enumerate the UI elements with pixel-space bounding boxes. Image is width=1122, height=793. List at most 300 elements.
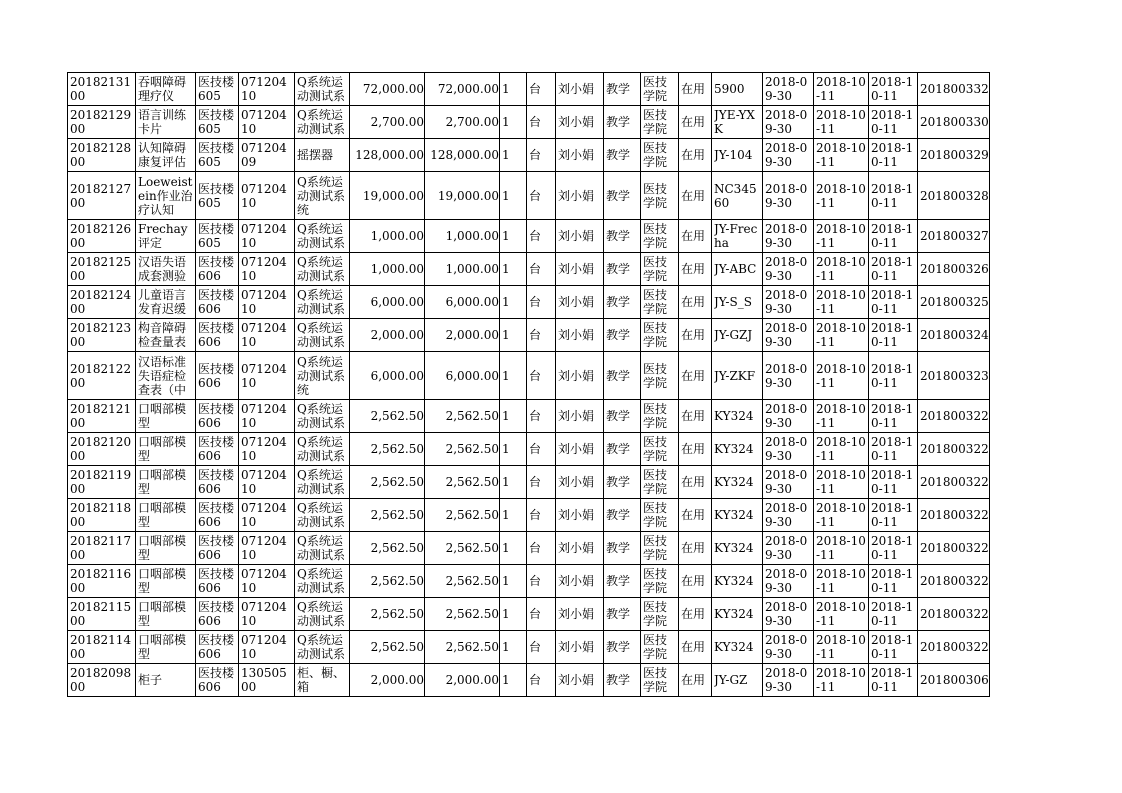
status-cell: [679, 286, 712, 319]
amount-cell-text: 2,562.50: [445, 574, 499, 588]
department-cell: [641, 286, 679, 319]
custodian-cell: [556, 565, 604, 598]
location-cell: [196, 466, 239, 499]
status-cell: [679, 352, 712, 400]
category-code-cell-text: 13050500: [241, 666, 287, 694]
category-code-cell-text: 07120410: [241, 75, 287, 103]
unit-cell-text: 台: [529, 262, 542, 276]
unit-cell: [527, 664, 556, 697]
document-number-cell: [918, 220, 990, 253]
amount-cell-text: 1,000.00: [445, 229, 499, 243]
entry-date-cell: [814, 286, 869, 319]
entry-date-cell: [814, 73, 869, 106]
purchase-date-cell-text: 2018-09-30: [765, 141, 808, 169]
entry-date-cell-text: 2018-10-11: [816, 288, 866, 316]
quantity-cell: [500, 631, 527, 664]
amount-cell-text: 128,000.00: [430, 148, 499, 162]
asset-name-cell-text: Loeweistein作业治疗认知: [138, 174, 193, 217]
model-cell: [712, 400, 763, 433]
quantity-cell-text: 1: [502, 82, 510, 96]
unit-price-cell-text: 6,000.00: [370, 295, 424, 309]
table-row: [68, 139, 990, 172]
asset-name-cell: [136, 253, 196, 286]
department-cell-text: 医技学院: [643, 222, 668, 250]
asset-name-cell-text: 口咽部模型: [138, 534, 187, 562]
location-cell: [196, 664, 239, 697]
asset-register-table: [67, 72, 990, 697]
model-cell-text: JY-GZ: [714, 673, 748, 687]
status-cell-text: 在用: [681, 328, 706, 342]
unit-price-cell: [350, 172, 425, 220]
table-row: [68, 73, 990, 106]
location-cell: [196, 532, 239, 565]
purchase-date-cell-text: 2018-09-30: [765, 600, 808, 628]
asset-name-cell: [136, 352, 196, 400]
entry-date-cell-text: 2018-10-11: [816, 181, 866, 210]
location-cell-text: 医技楼606: [198, 402, 235, 430]
quantity-cell-text: 1: [502, 262, 510, 276]
document-number-cell-text: 201800323: [920, 368, 989, 383]
document-number-cell-text: 201800329: [920, 148, 989, 162]
custodian-cell-text: 刘小娟: [558, 115, 595, 129]
purchase-date-cell: [763, 253, 814, 286]
amount-cell-text: 2,000.00: [445, 328, 499, 342]
table-row: [68, 664, 990, 697]
table-row: [68, 286, 990, 319]
category-cell: [295, 664, 350, 697]
category-cell: [295, 466, 350, 499]
department-cell: [641, 400, 679, 433]
custodian-cell-text: 刘小娟: [558, 409, 595, 423]
document-number-cell: [918, 286, 990, 319]
table-row: [68, 598, 990, 631]
unit-price-cell: [350, 319, 425, 352]
amount-cell-text: 2,562.50: [445, 607, 499, 621]
model-cell: [712, 598, 763, 631]
table-row: [68, 106, 990, 139]
category-code-cell: [239, 253, 295, 286]
unit-price-cell-text: 1,000.00: [370, 229, 424, 243]
record-date-cell-text: 2018-10-11: [871, 321, 914, 349]
record-date-cell: [869, 664, 918, 697]
unit-cell: [527, 319, 556, 352]
status-cell-text: 在用: [681, 82, 706, 96]
record-date-cell: [869, 532, 918, 565]
unit-price-cell: [350, 631, 425, 664]
custodian-cell-text: 刘小娟: [558, 262, 595, 276]
department-cell: [641, 433, 679, 466]
department-cell: [641, 73, 679, 106]
location-cell-text: 医技楼605: [198, 141, 235, 169]
department-cell: [641, 631, 679, 664]
location-cell: [196, 106, 239, 139]
entry-date-cell: [814, 433, 869, 466]
location-cell: [196, 400, 239, 433]
usage-cell-text: 教学: [606, 295, 631, 309]
model-cell-text: JY-104: [714, 148, 753, 162]
unit-cell-text: 台: [529, 640, 542, 654]
location-cell-text: 医技楼606: [198, 361, 235, 390]
category-cell-text: Q系统运动测试系: [297, 75, 346, 103]
category-cell: [295, 286, 350, 319]
usage-cell-text: 教学: [606, 188, 631, 203]
asset-id-cell: [68, 319, 136, 352]
asset-name-cell-text: 构音障碍检查量表: [138, 321, 187, 349]
location-cell: [196, 253, 239, 286]
category-code-cell-text: 07120410: [241, 633, 287, 661]
entry-date-cell-text: 2018-10-11: [816, 435, 866, 463]
asset-id-cell: [68, 598, 136, 631]
custodian-cell-text: 刘小娟: [558, 673, 595, 687]
asset-id-cell: [68, 532, 136, 565]
amount-cell-text: 72,000.00: [437, 82, 499, 96]
custodian-cell-text: 刘小娟: [558, 508, 595, 522]
unit-price-cell-text: 2,562.50: [370, 541, 424, 555]
department-cell-text: 医技学院: [643, 181, 668, 210]
location-cell: [196, 172, 239, 220]
unit-price-cell: [350, 220, 425, 253]
record-date-cell: [869, 286, 918, 319]
purchase-date-cell: [763, 139, 814, 172]
entry-date-cell: [814, 319, 869, 352]
asset-name-cell: [136, 172, 196, 220]
table-row: [68, 532, 990, 565]
purchase-date-cell: [763, 466, 814, 499]
document-number-cell-text: 201800324: [920, 328, 989, 342]
custodian-cell: [556, 433, 604, 466]
unit-cell: [527, 139, 556, 172]
purchase-date-cell-text: 2018-09-30: [765, 361, 808, 390]
document-number-cell-text: 201800322: [920, 475, 989, 489]
model-cell: [712, 220, 763, 253]
category-cell-text: Q系统运动测试系: [297, 255, 346, 283]
category-code-cell: [239, 466, 295, 499]
custodian-cell-text: 刘小娟: [558, 574, 595, 588]
category-code-cell-text: 07120410: [241, 435, 287, 463]
location-cell-text: 医技楼605: [198, 222, 235, 250]
department-cell-text: 医技学院: [643, 666, 668, 694]
record-date-cell-text: 2018-10-11: [871, 435, 914, 463]
record-date-cell: [869, 139, 918, 172]
model-cell-text: JY-S_S: [714, 295, 752, 309]
custodian-cell: [556, 598, 604, 631]
category-code-cell: [239, 286, 295, 319]
asset-id-cell-text: 2018211500: [70, 600, 132, 628]
quantity-cell-text: 1: [502, 442, 510, 456]
document-number-cell: [918, 400, 990, 433]
amount-cell-text: 2,700.00: [445, 115, 499, 129]
table-row: [68, 565, 990, 598]
custodian-cell-text: 刘小娟: [558, 475, 595, 489]
category-code-cell: [239, 400, 295, 433]
model-cell-text: KY324: [714, 409, 754, 423]
amount-cell: [425, 631, 500, 664]
model-cell-text: NC34560: [714, 181, 757, 210]
location-cell: [196, 220, 239, 253]
purchase-date-cell: [763, 319, 814, 352]
record-date-cell-text: 2018-10-11: [871, 108, 914, 136]
asset-name-cell: [136, 73, 196, 106]
quantity-cell-text: 1: [502, 115, 510, 129]
quantity-cell: [500, 73, 527, 106]
unit-price-cell: [350, 400, 425, 433]
quantity-cell: [500, 499, 527, 532]
document-number-cell: [918, 172, 990, 220]
category-code-cell: [239, 172, 295, 220]
model-cell: [712, 499, 763, 532]
table-row: [68, 466, 990, 499]
model-cell-text: JY-Frecha: [714, 222, 758, 250]
model-cell-text: JY-GZJ: [714, 328, 753, 342]
quantity-cell: [500, 106, 527, 139]
document-number-cell-text: 201800330: [920, 115, 989, 129]
asset-name-cell: [136, 565, 196, 598]
purchase-date-cell-text: 2018-09-30: [765, 108, 808, 136]
quantity-cell: [500, 598, 527, 631]
document-number-cell: [918, 73, 990, 106]
quantity-cell-text: 1: [502, 607, 510, 621]
department-cell: [641, 172, 679, 220]
asset-id-cell-text: 2018209800: [70, 666, 132, 694]
document-number-cell: [918, 466, 990, 499]
purchase-date-cell: [763, 532, 814, 565]
purchase-date-cell: [763, 352, 814, 400]
status-cell: [679, 253, 712, 286]
amount-cell: [425, 139, 500, 172]
quantity-cell: [500, 466, 527, 499]
record-date-cell-text: 2018-10-11: [871, 534, 914, 562]
model-cell-text: JYE-YXK: [714, 108, 755, 136]
category-cell-text: Q系统运动测试系: [297, 108, 346, 136]
amount-cell: [425, 172, 500, 220]
model-cell: [712, 73, 763, 106]
asset-id-cell: [68, 220, 136, 253]
amount-cell: [425, 499, 500, 532]
unit-cell: [527, 73, 556, 106]
record-date-cell: [869, 220, 918, 253]
category-code-cell: [239, 532, 295, 565]
amount-cell: [425, 220, 500, 253]
department-cell: [641, 532, 679, 565]
location-cell-text: 医技楼606: [198, 468, 235, 496]
purchase-date-cell: [763, 631, 814, 664]
entry-date-cell: [814, 400, 869, 433]
amount-cell: [425, 253, 500, 286]
custodian-cell: [556, 286, 604, 319]
category-code-cell: [239, 565, 295, 598]
custodian-cell: [556, 220, 604, 253]
unit-price-cell: [350, 73, 425, 106]
quantity-cell: [500, 433, 527, 466]
location-cell: [196, 286, 239, 319]
document-number-cell: [918, 433, 990, 466]
asset-id-cell-text: 2018212400: [70, 288, 132, 316]
custodian-cell: [556, 172, 604, 220]
usage-cell: [604, 172, 641, 220]
usage-cell: [604, 499, 641, 532]
usage-cell: [604, 253, 641, 286]
amount-cell: [425, 433, 500, 466]
status-cell-text: 在用: [681, 368, 706, 383]
status-cell-text: 在用: [681, 640, 706, 654]
custodian-cell-text: 刘小娟: [558, 368, 595, 383]
quantity-cell: [500, 139, 527, 172]
category-cell: [295, 598, 350, 631]
category-cell-text: Q系统运动测试系: [297, 321, 346, 349]
purchase-date-cell: [763, 433, 814, 466]
quantity-cell-text: 1: [502, 508, 510, 522]
asset-id-cell: [68, 253, 136, 286]
purchase-date-cell: [763, 664, 814, 697]
purchase-date-cell: [763, 598, 814, 631]
department-cell-text: 医技学院: [643, 468, 668, 496]
custodian-cell-text: 刘小娟: [558, 188, 595, 203]
quantity-cell-text: 1: [502, 574, 510, 588]
entry-date-cell: [814, 532, 869, 565]
model-cell: [712, 352, 763, 400]
asset-name-cell-text: 口咽部模型: [138, 633, 187, 661]
asset-name-cell-text: 口咽部模型: [138, 567, 187, 595]
department-cell-text: 医技学院: [643, 321, 668, 349]
quantity-cell-text: 1: [502, 673, 510, 687]
status-cell: [679, 664, 712, 697]
category-code-cell: [239, 319, 295, 352]
location-cell-text: 医技楼605: [198, 75, 235, 103]
category-code-cell: [239, 631, 295, 664]
asset-name-cell: [136, 631, 196, 664]
unit-cell: [527, 466, 556, 499]
document-number-cell-text: 201800332: [920, 82, 989, 96]
unit-cell-text: 台: [529, 409, 542, 423]
document-number-cell-text: 201800322: [920, 607, 989, 621]
category-cell-text: Q系统运动测试系: [297, 402, 346, 430]
asset-id-cell: [68, 286, 136, 319]
custodian-cell: [556, 139, 604, 172]
asset-id-cell-text: 2018212900: [70, 108, 132, 136]
unit-cell: [527, 253, 556, 286]
usage-cell: [604, 631, 641, 664]
record-date-cell: [869, 253, 918, 286]
location-cell-text: 医技楼606: [198, 666, 235, 694]
location-cell: [196, 352, 239, 400]
asset-name-cell-text: 口咽部模型: [138, 501, 187, 529]
unit-price-cell-text: 1,000.00: [370, 262, 424, 276]
purchase-date-cell-text: 2018-09-30: [765, 534, 808, 562]
amount-cell: [425, 73, 500, 106]
unit-cell: [527, 352, 556, 400]
custodian-cell: [556, 319, 604, 352]
unit-cell-text: 台: [529, 475, 542, 489]
usage-cell: [604, 433, 641, 466]
asset-id-cell-text: 2018211600: [70, 567, 132, 595]
usage-cell-text: 教学: [606, 508, 631, 522]
category-cell: [295, 139, 350, 172]
unit-price-cell: [350, 532, 425, 565]
location-cell: [196, 319, 239, 352]
purchase-date-cell-text: 2018-09-30: [765, 501, 808, 529]
entry-date-cell: [814, 664, 869, 697]
quantity-cell-text: 1: [502, 328, 510, 342]
asset-name-cell: [136, 532, 196, 565]
category-cell: [295, 631, 350, 664]
usage-cell-text: 教学: [606, 409, 631, 423]
record-date-cell-text: 2018-10-11: [871, 666, 914, 694]
usage-cell-text: 教学: [606, 229, 631, 243]
unit-price-cell-text: 2,562.50: [370, 607, 424, 621]
model-cell-text: JY-ZKF: [714, 368, 756, 383]
unit-cell-text: 台: [529, 541, 542, 555]
category-code-cell-text: 07120410: [241, 567, 287, 595]
amount-cell-text: 2,562.50: [445, 508, 499, 522]
custodian-cell-text: 刘小娟: [558, 640, 595, 654]
quantity-cell: [500, 352, 527, 400]
status-cell-text: 在用: [681, 442, 706, 456]
location-cell-text: 医技楼606: [198, 321, 235, 349]
purchase-date-cell-text: 2018-09-30: [765, 633, 808, 661]
model-cell: [712, 286, 763, 319]
table-row: [68, 172, 990, 220]
usage-cell-text: 教学: [606, 673, 631, 687]
document-number-cell-text: 201800325: [920, 295, 989, 309]
unit-cell-text: 台: [529, 295, 542, 309]
entry-date-cell-text: 2018-10-11: [816, 402, 866, 430]
entry-date-cell-text: 2018-10-11: [816, 600, 866, 628]
amount-cell: [425, 106, 500, 139]
record-date-cell-text: 2018-10-11: [871, 361, 914, 390]
status-cell-text: 在用: [681, 475, 706, 489]
status-cell-text: 在用: [681, 295, 706, 309]
category-cell-text: Q系统运动测试系: [297, 567, 346, 595]
unit-price-cell-text: 72,000.00: [362, 82, 424, 96]
entry-date-cell-text: 2018-10-11: [816, 361, 866, 390]
asset-id-cell-text: 2018212100: [70, 402, 132, 430]
department-cell: [641, 466, 679, 499]
status-cell-text: 在用: [681, 673, 706, 687]
asset-id-cell: [68, 73, 136, 106]
purchase-date-cell-text: 2018-09-30: [765, 666, 808, 694]
category-cell: [295, 532, 350, 565]
usage-cell: [604, 73, 641, 106]
department-cell: [641, 319, 679, 352]
purchase-date-cell-text: 2018-09-30: [765, 435, 808, 463]
document-number-cell: [918, 499, 990, 532]
asset-name-cell: [136, 598, 196, 631]
unit-cell: [527, 532, 556, 565]
record-date-cell-text: 2018-10-11: [871, 75, 914, 103]
unit-cell-text: 台: [529, 148, 542, 162]
unit-cell-text: 台: [529, 368, 542, 383]
record-date-cell: [869, 631, 918, 664]
category-code-cell: [239, 106, 295, 139]
unit-cell-text: 台: [529, 82, 542, 96]
entry-date-cell: [814, 565, 869, 598]
unit-price-cell: [350, 106, 425, 139]
record-date-cell: [869, 400, 918, 433]
status-cell: [679, 631, 712, 664]
category-code-cell-text: 07120410: [241, 534, 287, 562]
category-cell-text: Q系统运动测试系: [297, 435, 346, 463]
location-cell-text: 医技楼605: [198, 181, 235, 210]
document-number-cell-text: 201800322: [920, 541, 989, 555]
purchase-date-cell-text: 2018-09-30: [765, 181, 808, 210]
unit-price-cell-text: 2,700.00: [370, 115, 424, 129]
unit-cell-text: 台: [529, 328, 542, 342]
model-cell: [712, 466, 763, 499]
quantity-cell-text: 1: [502, 475, 510, 489]
usage-cell: [604, 565, 641, 598]
model-cell: [712, 319, 763, 352]
department-cell: [641, 220, 679, 253]
